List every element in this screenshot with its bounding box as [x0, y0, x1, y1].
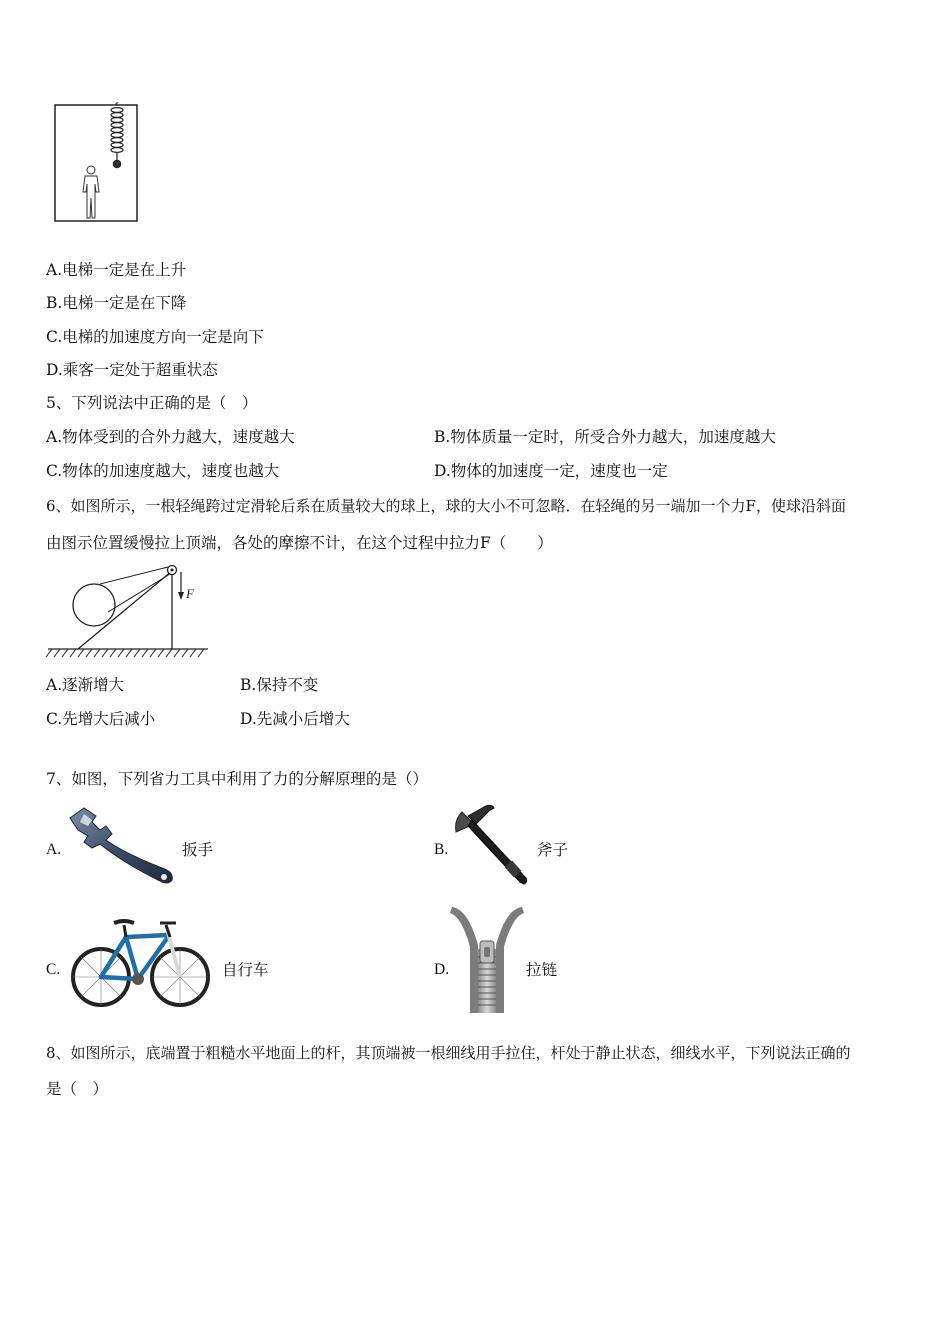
- spring-icon: [111, 108, 123, 160]
- q7-option-d-letter: D.: [434, 961, 450, 978]
- elevator-spring-figure: [50, 100, 145, 226]
- force-f-label: F: [186, 586, 194, 601]
- q8-stem-line1: 8、如图所示，底端置于粗糙水平地面上的杆，其顶端被一根细线用手拉住，杆处于静止状态，细线水平，下列说法正确的: [46, 1044, 851, 1062]
- bicycle-icon: [68, 915, 213, 1011]
- q7-option-c-letter: C.: [46, 961, 61, 978]
- q4-option-b: B.电梯一定是在下降: [46, 294, 187, 312]
- q6-stem-line1: 6、如图所示，一根轻绳跨过定滑轮后系在质量较大的球上，球的大小不可忽略．在轻绳的另一端加一个力F，使球沿斜面: [46, 497, 846, 515]
- wrench-icon: [62, 800, 182, 890]
- q7-stem: 7、如图，下列省力工具中利用了力的分解原理的是（）: [46, 770, 428, 788]
- axe-icon: [448, 802, 538, 888]
- q5-stem: 5、下列说法中正确的是（ ）: [46, 394, 258, 412]
- q5-option-b: B.物体质量一定时，所受合外力越大，加速度越大: [434, 428, 776, 446]
- incline-pulley-figure: [44, 560, 212, 662]
- q7-option-d-text: 拉链: [526, 961, 558, 979]
- q5-option-c: C.物体的加速度越大，速度也越大: [46, 462, 280, 480]
- q5-option-a: A.物体受到的合外力越大，速度越大: [46, 428, 295, 446]
- q7-option-c-text: 自行车: [222, 961, 269, 979]
- q4-option-a: A.电梯一定是在上升: [46, 261, 187, 279]
- q5-option-d: D.物体的加速度一定，速度也一定: [434, 462, 668, 480]
- q8-stem-line2: 是（ ）: [46, 1080, 109, 1098]
- q7-option-a-letter: A.: [46, 841, 62, 858]
- q6-stem-line2: 由图示位置缓慢拉上顶端，各处的摩擦不计，在这个过程中拉力F（ ）: [46, 534, 553, 552]
- q7-option-b-text: 斧子: [537, 841, 569, 859]
- q4-option-c: C.电梯的加速度方向一定是向下: [46, 328, 264, 346]
- q6-option-b: B.保持不变: [240, 676, 319, 694]
- q7-option-b-letter: B.: [434, 841, 449, 858]
- zipper-icon: [448, 905, 526, 1015]
- passenger-icon: [83, 166, 99, 218]
- q6-option-a: A.逐渐增大: [46, 676, 125, 694]
- q4-option-d: D.乘客一定处于超重状态: [46, 361, 218, 379]
- q6-option-d: D.先减小后增大: [240, 710, 350, 728]
- q6-option-c: C.先增大后减小: [46, 710, 156, 728]
- q7-option-a-text: 扳手: [182, 841, 214, 859]
